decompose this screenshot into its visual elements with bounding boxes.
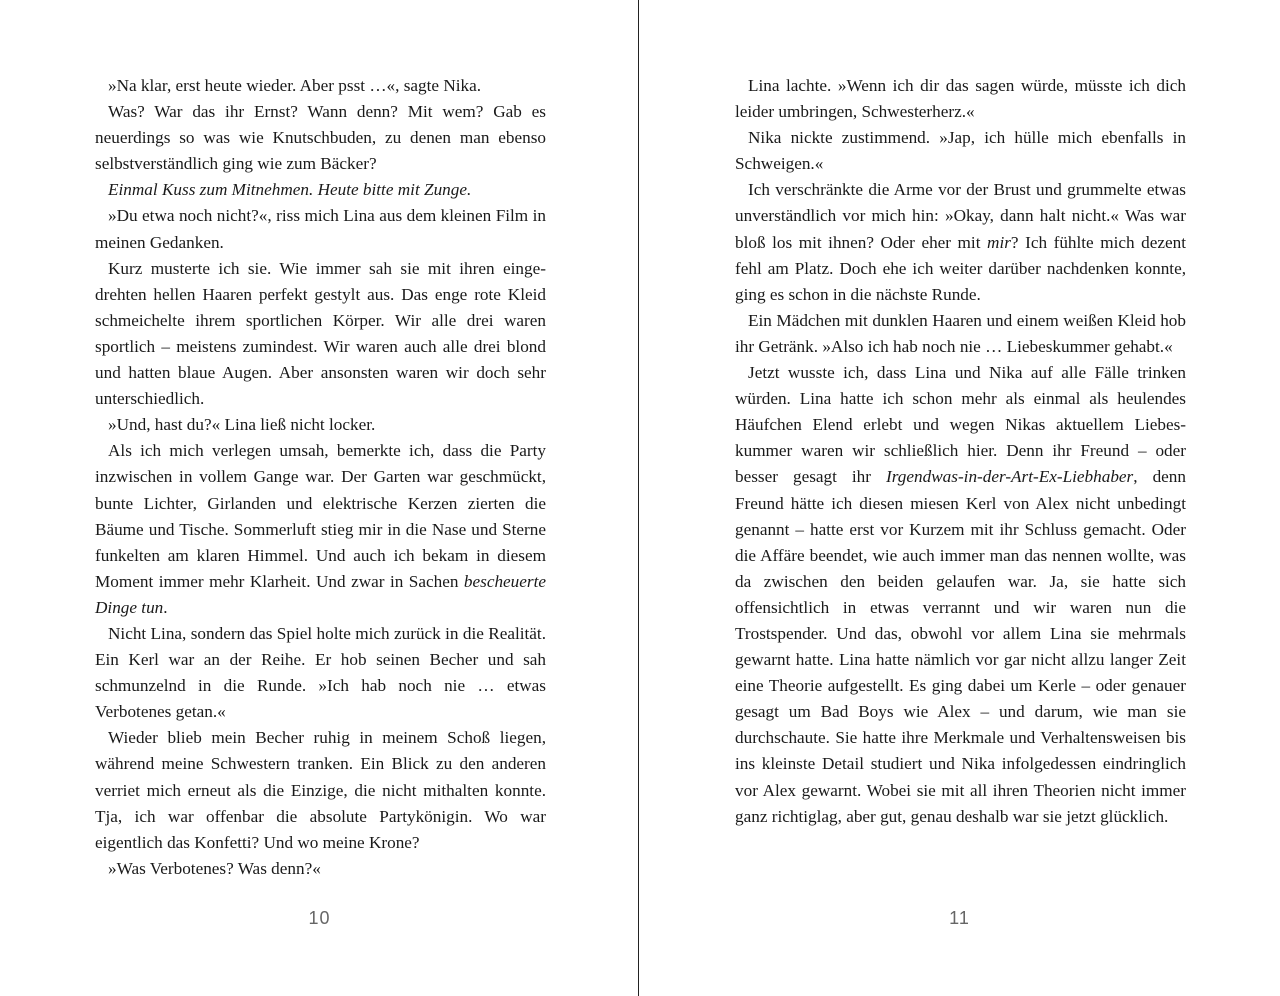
- paragraph: [735, 360, 1186, 830]
- right-page: [640, 0, 1279, 996]
- italic-word: mir: [987, 232, 1011, 252]
- italic-phrase: Irgendwas-in-der-Art-Ex-Liebhaber: [886, 467, 1134, 487]
- text-segment: , denn Freund hätte ich diesen miesen Kerl von Alex nicht unbedingt genannt – hatte erst vor Kurzem mit ihr Schluss gemacht. Oder die Affäre beendet, wie auch immer man das nennen wollte, was da zwischen den beiden gelaufen war. Ja, sie hatte sich offensichtlich in etwas verrannt und wir waren nun die Trostspender. Und das, obwohl vor allem Lina sie mehrmals gewarnt hatte. Lina hatte nämlich vor gar nicht allzu langer Zeit eine Theorie aufgestellt. Es ging dabei um Kerle – oder genauer gesagt um Bad Boys wie Alex – und darum, wie man sie durchschaute. Sie hatte ihre Merkmale und Verhaltensweisen bis ins kleinste Detail studiert und Nika infolgedessen eindringlich vor Alex gewarnt. Wobei sie mit all ihren Theorien nicht immer ganz richtiglag, aber gut, genau deshalb war sie jetzt glücklich.: [735, 467, 1186, 826]
- left-page-text: [95, 73, 546, 882]
- paragraph: [95, 177, 546, 203]
- italic-phrase: bescheuerte Dinge tun: [95, 571, 546, 617]
- paragraph: »Und, hast du?« Lina ließ nicht locker.: [108, 415, 376, 435]
- paragraph: »Na klar, erst heute wieder. Aber psst …«, sagte Nika.: [108, 76, 482, 95]
- page-number-left: 10: [308, 908, 331, 928]
- text-segment: Ich verschränkte die Arme vor der Brust und grummelte etwas unverständlich vor mich hin: »Okay, dann halt nicht.« Was war bloß los mit ihnen? Oder eher mit: [735, 180, 1186, 252]
- paragraph: Wieder blieb mein Becher ruhig in meinem Schoß liegen, während meine Schwestern tranken. Ein Blick zu den anderen verriet mich erneut als die Einzige, die nicht mithalten konnte. Tja, ich war offenbar die absolute Partykönigin. Wo war eigentlich das Konfetti? Und wo meine Krone?: [95, 728, 546, 852]
- text-segment: ? Ich fühlte mich dezent fehl am Platz. Doch ehe ich weiter darüber nachdenken konnte, ging es schon in die nächste Runde.: [735, 232, 1186, 304]
- paragraph: [735, 177, 1186, 307]
- paragraph: »Du etwa noch nicht?«, riss mich Lina aus dem kleinen Film in meinen Gedanken.: [95, 206, 546, 252]
- paragraph: Lina lachte. »Wenn ich dir das sagen würde, müsste ich dich leider umbringen, Schwesterherz.«: [735, 76, 1186, 122]
- paragraph: Was? War das ihr Ernst? Wann denn? Mit wem? Gab es neuerdings so was wie Knutschbuden, zu denen man ebenso selbstverständlich ging wie zum Bäcker?: [95, 102, 546, 174]
- right-page-text: [735, 73, 1186, 830]
- text-segment: Als ich mich verlegen umsah, bemerkte ich, dass die Party inzwischen in vollem Gange war. Der Garten war geschmückt, bunte Lichter, Girlanden und elektrische Kerzen zierten die Bäume und Tische. Sommerluft stieg mir in die Nase und Sterne funkelten am klaren Himmel. Und auch ich bekam in diesem Moment immer mehr Klarheit. Und zwar in Sachen: [95, 441, 546, 591]
- text-segment: Jetzt wusste ich, dass Lina und Nika auf alle Fälle trinken würden. Lina hatte ich schon mehr als einmal als heulendes Häufchen Elend erlebt und wegen Nikas aktuellem Liebeskummer waren wir schließlich hier. Denn ihr Freund – oder besser gesagt ihr: [735, 363, 1186, 487]
- paragraph: Nicht Lina, sondern das Spiel holte mich zurück in die Realität. Ein Kerl war an der Reihe. Er hob seinen Becher und sah schmunzelnd in die Runde. »Ich hab noch nie … etwas Verbotenes getan.«: [95, 623, 546, 722]
- paragraph: [95, 438, 546, 621]
- left-page: [0, 0, 639, 996]
- paragraph: Nika nickte zustimmend. »Jap, ich hülle mich ebenfalls in Schweigen.«: [735, 128, 1186, 174]
- page-number-right: 11: [949, 908, 970, 928]
- paragraph: Kurz musterte ich sie. Wie immer sah sie mit ihren eingedrehten hellen Haaren perfekt gestylt aus. Das enge rote Kleid schmeichelte ihrem sportlichen Körper. Wir alle drei waren sportlich – meistens zumindest. Wir waren auch alle drei blond und hatten blaue Augen. Aber ansonsten waren wir doch sehr unterschiedlich.: [95, 258, 546, 409]
- italic-thought: Einmal Kuss zum Mitnehmen. Heute bitte mit Zunge.: [108, 180, 472, 200]
- paragraph: »Was Verbotenes? Was denn?«: [108, 858, 321, 878]
- paragraph: Ein Mädchen mit dunklen Haaren und einem weißen Kleid hob ihr Getränk. »Also ich hab noch nie … Liebeskummer gehabt.«: [735, 310, 1186, 356]
- text-segment: .: [163, 597, 168, 617]
